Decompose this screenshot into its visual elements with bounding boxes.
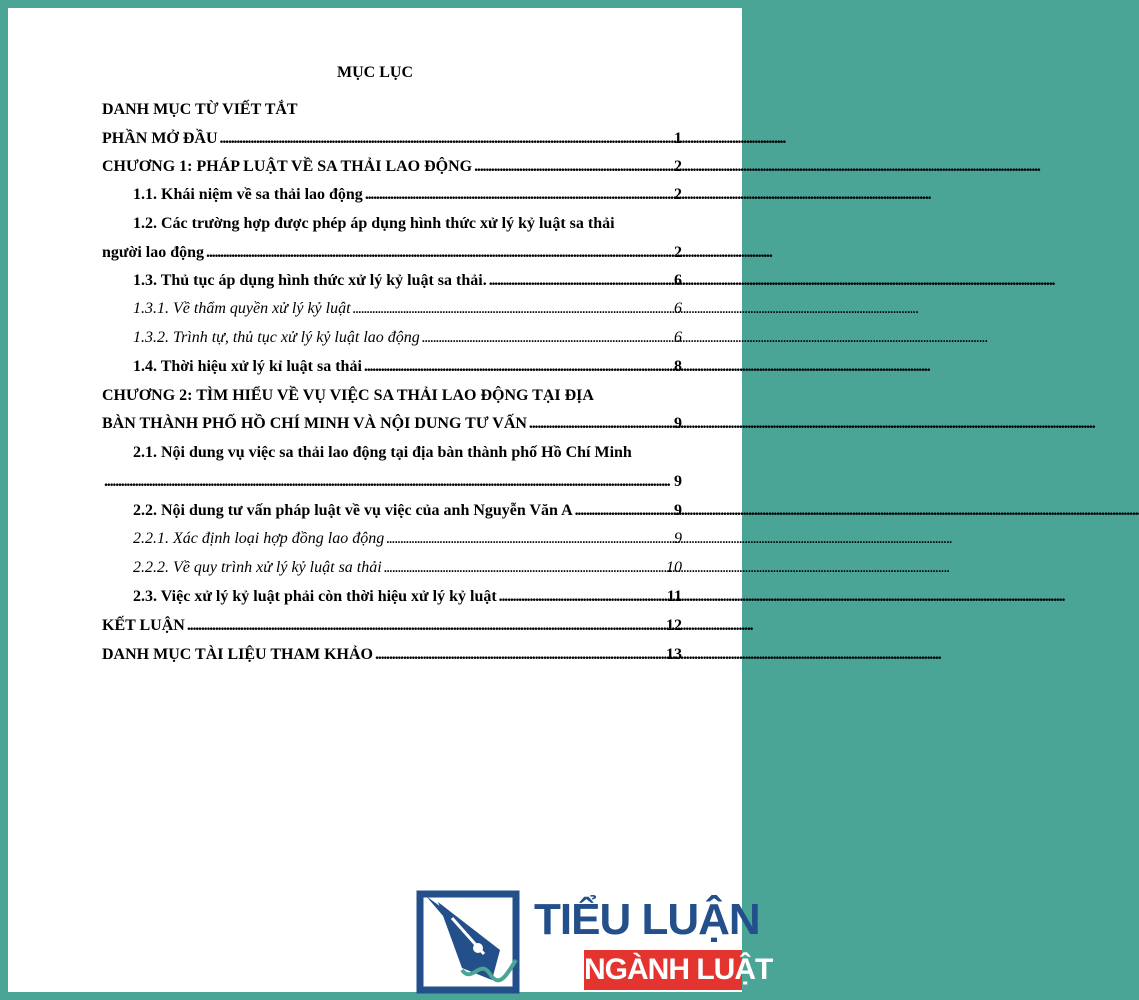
toc-entry-1-3-1[interactable]: 1.3.1. Về thẩm quyền xử lý kỷ luật . . . 6 [133,300,682,318]
logo-subtitle: NGÀNH LUẬT [584,950,742,990]
tieu-luan-logo [416,888,773,992]
page-number: 9 [674,530,682,547]
toc-entry-references[interactable]: DANH MỤC TÀI LIỆU THAM KHẢO . . . 13 [102,646,682,664]
toc-entry-conclusion[interactable]: KẾT LUẬN . . . 12 [102,617,682,635]
toc-entry-2-2-1[interactable]: 2.2.1. Xác định loại hợp đồng lao động . . . 9 [133,530,682,548]
leader-dots [375,646,664,664]
leader-dots [529,415,672,433]
toc-entry-2-1[interactable]: 2.1. Nội dung vụ việc sa thải lao động tại địa bàn thành phố Hồ Chí Minh [133,444,632,461]
leader-dots [187,617,664,635]
toc-entry-introduction[interactable]: PHẦN MỞ ĐẦU . . . 1 [102,130,682,148]
leader-dots [220,130,672,148]
page-number: 9 [674,415,682,432]
page-number: 8 [674,358,682,375]
toc-entry-1-2-continued[interactable]: người lao động . . . 2 [102,244,682,262]
document-page [8,8,773,992]
toc-entry-2-2[interactable]: 2.2. Nội dung tư vấn pháp luật về vụ việc của anh Nguyễn Văn A . . . 9 [133,502,682,520]
toc-entry-1-3-2[interactable]: 1.3.2. Trình tự, thủ tục xử lý kỷ luật lao động . . . 6 [133,329,682,347]
toc-title: MỤC LỤC [337,64,413,81]
page-number: 2 [674,186,682,203]
leader-dots [364,358,672,376]
leader-dots [384,559,664,577]
page-number: 11 [666,588,682,605]
toc-entry-1-1[interactable]: 1.1. Khái niệm về sa thải lao động . . . 2 [133,186,682,204]
toc-entry-chapter-2[interactable]: CHƯƠNG 2: TÌM HIỂU VỀ VỤ VIỆC SA THẢI LAO ĐỘNG TẠI ĐỊA [102,387,594,404]
page-number: 2 [674,244,682,261]
leader-dots [499,588,665,606]
page-number: 12 [666,617,682,634]
page-number: 9 [674,473,682,490]
page-number: 10 [666,559,682,576]
logo-title: TIỂU LUẬN [534,895,760,944]
leader-dots [365,186,672,204]
leader-dots [104,473,672,491]
page-number: 2 [674,158,682,175]
page-number: 6 [674,300,682,317]
toc-entry-1-4[interactable]: 1.4. Thời hiệu xử lý kỉ luật sa thải . . . 8 [133,358,682,376]
page-number: 6 [674,329,682,346]
leader-dots [422,329,672,347]
leader-dots [206,244,672,262]
fountain-pen-nib-icon [416,888,526,992]
toc-entry-1-2[interactable]: 1.2. Các trường hợp được phép áp dụng hình thức xử lý kỷ luật sa thải [133,215,615,232]
leader-dots [474,158,672,176]
leader-dots [489,272,672,290]
page-number: 9 [674,502,682,519]
toc-entry-2-3[interactable]: 2.3. Việc xử lý kỷ luật phải còn thời hiệu xử lý kỷ luật . . . 11 [133,588,682,606]
page-number: 1 [674,130,682,147]
leader-dots [353,300,672,318]
leader-dots [386,530,672,548]
toc-entry-abbreviations[interactable]: DANH MỤC TỪ VIẾT TẮT [102,101,298,118]
toc-entry-chapter-2-continued[interactable]: BÀN THÀNH PHỐ HỒ CHÍ MINH VÀ NỘI DUNG TƯ VẤN . . . 9 [102,415,682,433]
page-number: 13 [666,646,682,663]
toc-entry-2-1-continued[interactable] [102,473,682,491]
leader-dots [575,502,672,520]
page-number: 6 [674,272,682,289]
toc-entry-1-3[interactable]: 1.3. Thủ tục áp dụng hình thức xử lý kỷ luật sa thải. . . . 6 [133,272,682,290]
toc-entry-2-2-2[interactable]: 2.2.2. Về quy trình xử lý kỷ luật sa thải . . . 10 [133,559,682,577]
toc-entry-chapter-1[interactable]: CHƯƠNG 1: PHÁP LUẬT VỀ SA THẢI LAO ĐỘNG . . . 2 [102,158,682,176]
